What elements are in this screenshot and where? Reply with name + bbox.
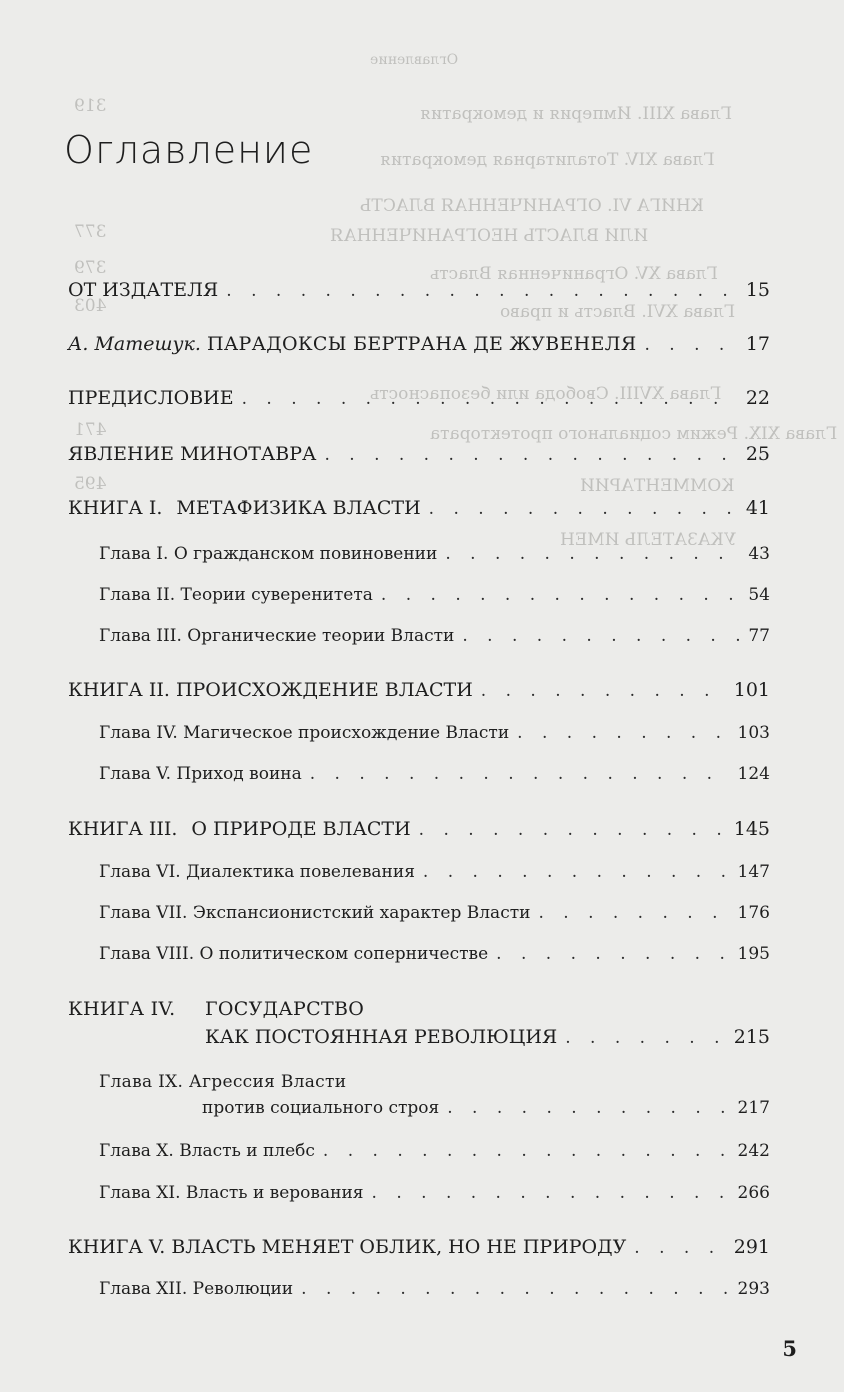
toc-page-number: 217 — [737, 1098, 770, 1118]
toc-page-number: 43 — [748, 544, 770, 564]
toc-chapter-entry[interactable] — [99, 862, 770, 882]
leader-dots — [323, 1141, 730, 1161]
toc-book-number: КНИГА III. — [68, 818, 178, 840]
toc-page-number: 242 — [737, 1141, 770, 1161]
leader-dots — [301, 1279, 729, 1299]
leader-dots — [538, 903, 729, 923]
toc-page-number: 77 — [748, 626, 770, 646]
toc-entry[interactable] — [68, 443, 770, 465]
leader-dots — [419, 820, 726, 840]
bleed-line: КОММЕНТАРИИ — [580, 476, 735, 496]
toc-entry-label: ОТ ИЗДАТЕЛЯ — [68, 279, 219, 301]
toc-entry-label: Глава XII. Революции — [99, 1279, 294, 1299]
leader-dots — [372, 1183, 730, 1203]
toc-page-number: 22 — [745, 387, 770, 409]
toc-book-number: КНИГА II. — [68, 679, 170, 701]
toc-page-number: 103 — [737, 723, 770, 743]
toc-book-number: КНИГА IV. — [68, 998, 176, 1020]
toc-page-number: 195 — [737, 944, 770, 964]
bleed-number: 379 — [74, 258, 107, 278]
bleed-line: Глава XV. Ограниченная Власть — [430, 264, 718, 284]
leader-dots — [381, 585, 740, 605]
page-title: Оглавление — [64, 128, 314, 172]
toc-entry-label: Глава VII. Экспансионистский характер Власти — [99, 903, 531, 923]
toc-page-number: 176 — [737, 903, 770, 923]
bleed-line: Глава XIV. Тоталитарная демократия — [380, 150, 715, 170]
toc-entry-label: Глава X. Власть и плебс — [99, 1141, 315, 1161]
toc-book-entry[interactable] — [68, 497, 770, 519]
toc-book-entry[interactable] — [68, 818, 770, 840]
toc-chapter-entry[interactable] — [99, 626, 770, 646]
toc-entry-label-line2: против социального строя — [202, 1098, 440, 1118]
toc-page-number: 54 — [748, 585, 770, 605]
toc-chapter-entry[interactable] — [99, 723, 770, 743]
bleed-line: УКАЗАТЕЛЬ ИМЕН — [560, 530, 737, 550]
toc-page-number: 15 — [745, 279, 770, 301]
toc-entry-label: Глава II. Теории суверенитета — [99, 585, 373, 605]
toc-page-number: 215 — [733, 1026, 770, 1048]
toc-page-number: 147 — [737, 862, 770, 882]
bleed-line: ИЛИ ВЛАСТЬ НЕОГРАНИЧЕННАЯ — [330, 226, 649, 246]
toc-entry-label: ЯВЛЕНИЕ МИНОТАВРА — [68, 443, 317, 465]
toc-entry-label-line1: ГОСУДАРСТВО — [205, 998, 365, 1020]
leader-dots — [517, 723, 729, 743]
toc-entry-label: Глава IV. Магическое происхождение Власти — [99, 723, 510, 743]
bleed-running-head: Оглавление — [370, 52, 459, 68]
toc-chapter-entry[interactable] — [202, 1098, 770, 1118]
leader-dots — [226, 281, 738, 301]
toc-book-entry[interactable] — [68, 1236, 770, 1258]
leader-dots — [634, 1238, 725, 1258]
bleed-line: Глава XIX. Режим социального протектората — [430, 424, 838, 444]
toc-chapter-entry[interactable] — [99, 1141, 770, 1161]
leader-dots — [242, 389, 738, 409]
leader-dots — [445, 544, 740, 564]
toc-entry-label: Глава VI. Диалектика повелевания — [99, 862, 415, 882]
bleed-number: 319 — [74, 96, 107, 116]
leader-dots — [644, 335, 737, 355]
toc-page-number: 145 — [733, 818, 770, 840]
bleed-number: 471 — [74, 420, 107, 440]
toc-author: А. Матешук. — [68, 333, 201, 355]
bleed-number: 495 — [74, 474, 107, 494]
leader-dots — [496, 944, 729, 964]
toc-entry-label: Глава V. Приход воина — [99, 764, 302, 784]
toc-chapter-entry[interactable] — [99, 944, 770, 964]
bleed-line: Глава XIII. Империя и демократия — [420, 104, 732, 124]
leader-dots — [481, 681, 726, 701]
toc-chapter-entry[interactable] — [99, 1279, 770, 1299]
toc-page-number: 17 — [745, 333, 770, 355]
toc-page-number: 124 — [737, 764, 770, 784]
toc-entry[interactable] — [68, 279, 770, 301]
toc-book-number: КНИГА I. — [68, 497, 163, 519]
toc-chapter-entry[interactable] — [99, 903, 770, 923]
toc-entry-label: Глава III. Органические теории Власти — [99, 626, 455, 646]
leader-dots — [429, 499, 738, 519]
toc-chapter-entry[interactable] — [99, 585, 770, 605]
toc-chapter-entry[interactable] — [99, 1183, 770, 1203]
toc-book-number: КНИГА V. — [68, 1236, 166, 1258]
toc-entry-label: ПРОИСХОЖДЕНИЕ ВЛАСТИ — [175, 679, 473, 701]
page-number: 5 — [782, 1336, 797, 1361]
toc-page-number: 293 — [737, 1279, 770, 1299]
leader-dots — [324, 445, 737, 465]
toc-entry[interactable] — [68, 333, 770, 355]
toc-book-entry[interactable] — [68, 679, 770, 701]
leader-dots — [565, 1028, 726, 1048]
toc-page-number: 41 — [745, 497, 770, 519]
leader-dots — [423, 862, 730, 882]
bleed-number: 403 — [74, 296, 107, 316]
toc-entry-label: Глава I. О гражданском повиновении — [99, 544, 438, 564]
toc-entry-label-line1: Глава IX. Агрессия Власти — [99, 1072, 347, 1092]
bleed-line: Глава XVIII. Свобода или безопасность — [370, 384, 722, 404]
toc-entry-label: МЕТАФИЗИКА ВЛАСТИ — [176, 497, 421, 519]
toc-page-number: 25 — [745, 443, 770, 465]
toc-page-number: 291 — [733, 1236, 770, 1258]
bleed-number: 377 — [74, 222, 107, 242]
toc-entry-label: ПРЕДИСЛОВИЕ — [68, 387, 234, 409]
toc-page-number: 101 — [733, 679, 770, 701]
leader-dots — [462, 626, 740, 646]
toc-entry-label: Глава VIII. О политическом соперничестве — [99, 944, 489, 964]
toc-entry-label: О ПРИРОДЕ ВЛАСТИ — [191, 818, 411, 840]
leader-dots — [310, 764, 730, 784]
toc-entry[interactable] — [68, 387, 770, 409]
leader-dots — [447, 1098, 729, 1118]
bleed-line: КНИГА VI. ОГРАНИЧЕННАЯ ВЛАСТЬ — [360, 196, 704, 216]
toc-chapter-entry[interactable] — [99, 764, 770, 784]
toc-entry-label: Глава XI. Власть и верования — [99, 1183, 364, 1203]
toc-chapter-entry[interactable] — [99, 544, 770, 564]
toc-book-entry[interactable] — [205, 1026, 770, 1048]
toc-page-number: 266 — [737, 1183, 770, 1203]
toc-entry-label-line2: КАК ПОСТОЯННАЯ РЕВОЛЮЦИЯ — [205, 1026, 558, 1048]
toc-entry-label: ПАРАДОКСЫ БЕРТРАНА ДЕ ЖУВЕНЕЛЯ — [206, 333, 637, 355]
bleed-line: Глава XVI. Власть и право — [500, 302, 736, 322]
toc-entry-label: ВЛАСТЬ МЕНЯЕТ ОБЛИК, НО НЕ ПРИРОДУ — [171, 1236, 627, 1258]
